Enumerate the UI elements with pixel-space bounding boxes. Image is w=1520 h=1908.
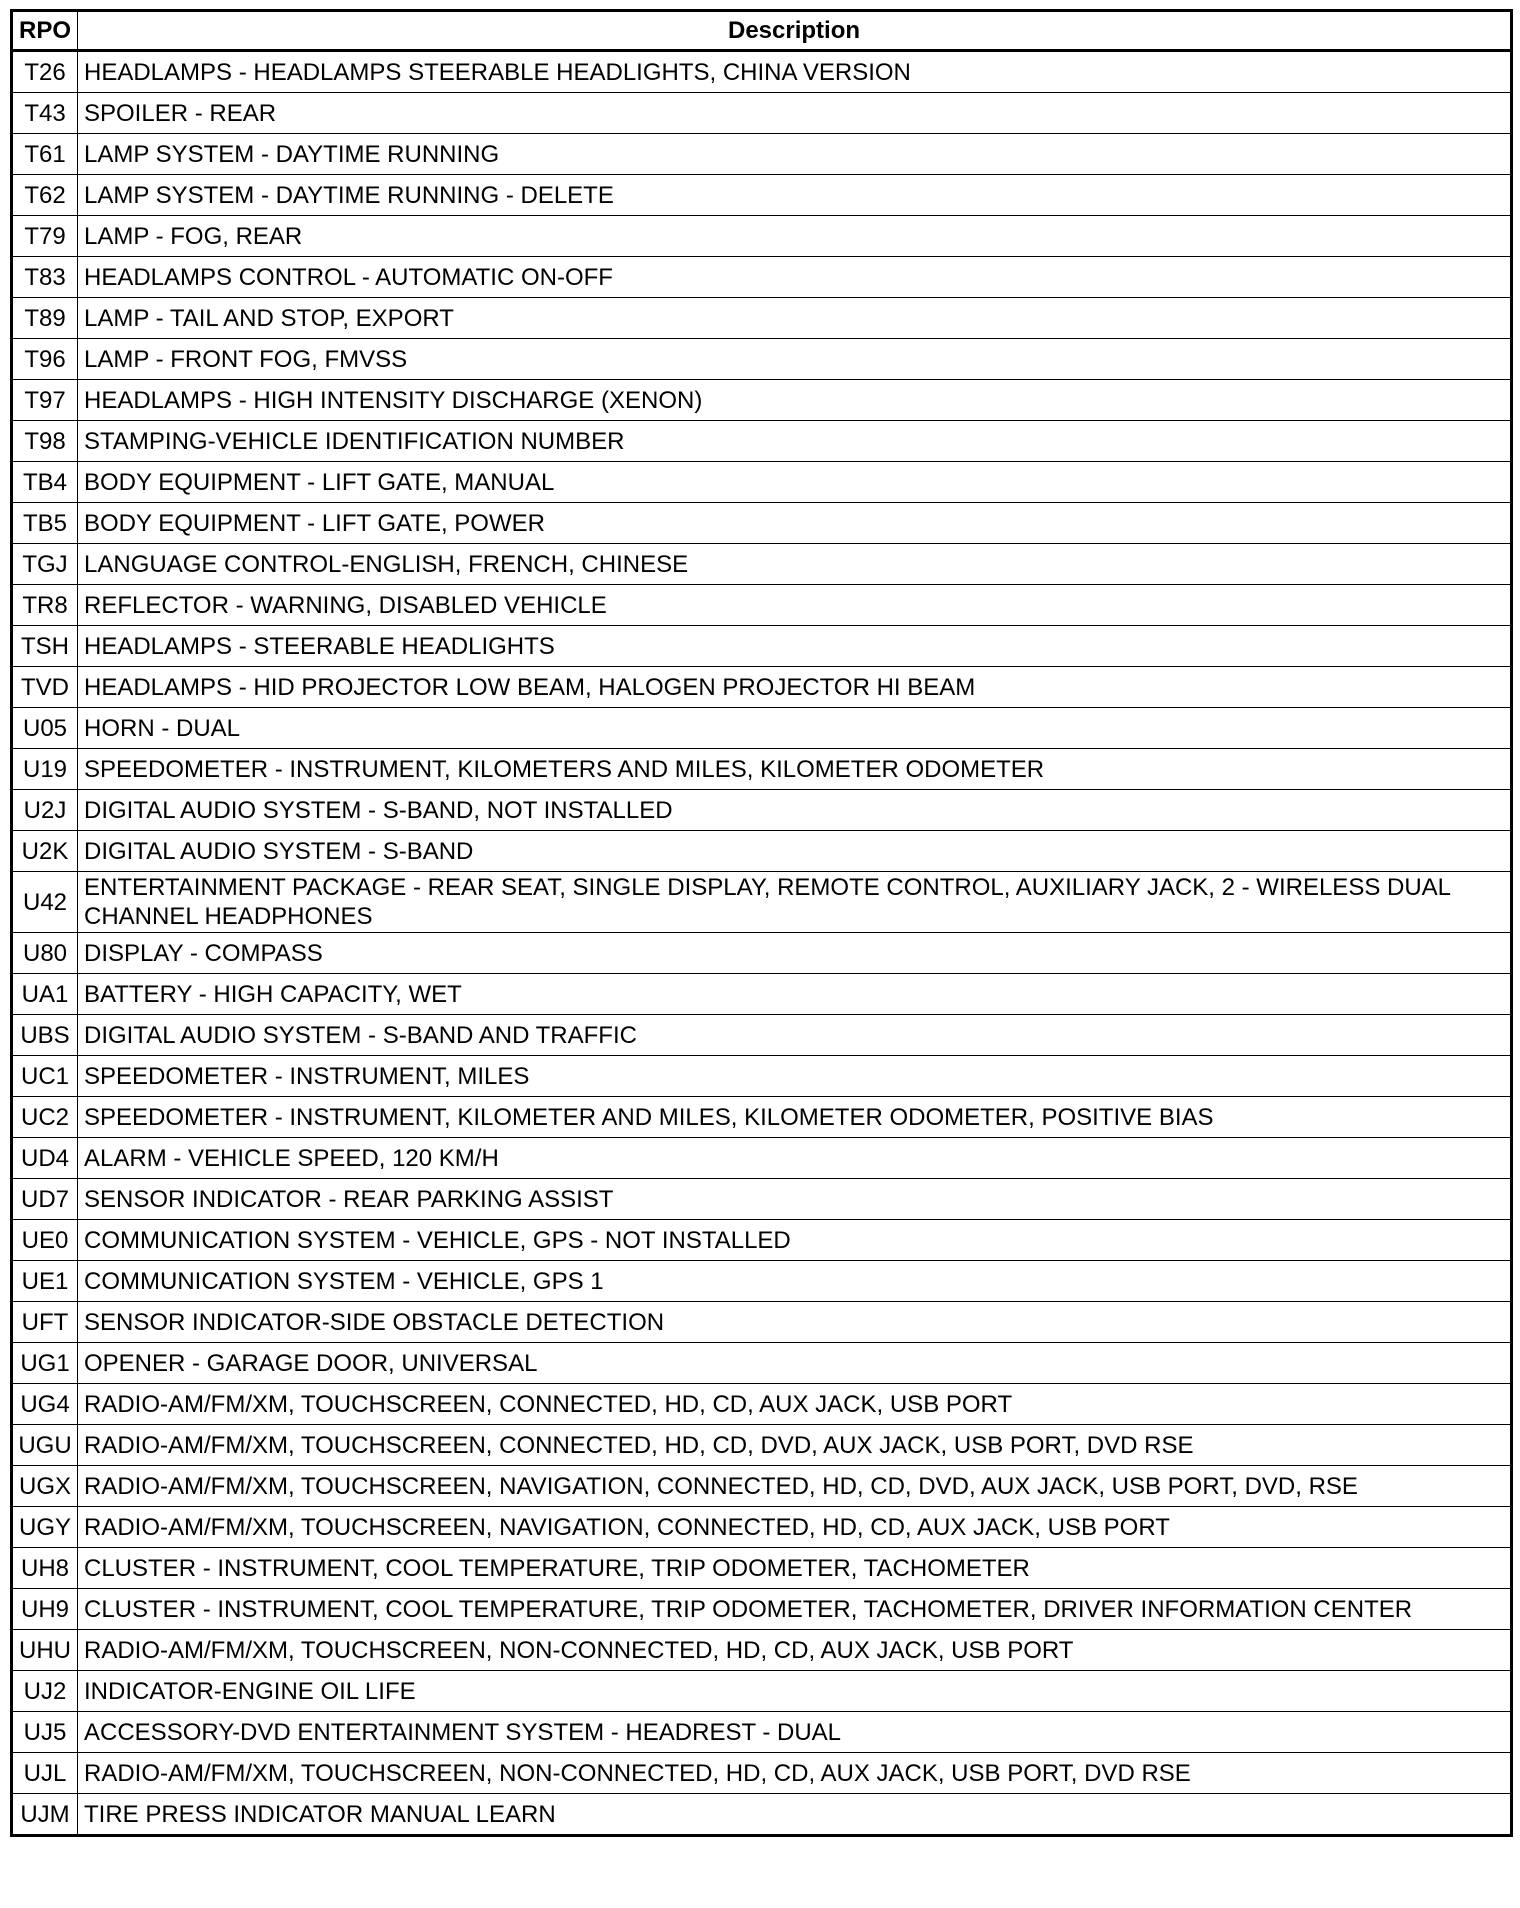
rpo-code-cell: U19 [12, 749, 78, 790]
rpo-code-cell: U05 [12, 708, 78, 749]
rpo-code-cell: T61 [12, 134, 78, 175]
table-row [12, 1548, 1512, 1589]
table-row [12, 1302, 1512, 1343]
rpo-column-header: RPO [12, 11, 78, 51]
description-cell: LAMP SYSTEM - DAYTIME RUNNING - DELETE [78, 175, 1512, 216]
description-cell: HEADLAMPS - HID PROJECTOR LOW BEAM, HALOGEN PROJECTOR HI BEAM [78, 667, 1512, 708]
rpo-code-cell: U2J [12, 790, 78, 831]
rpo-code-cell: UJL [12, 1753, 78, 1794]
rpo-code-cell: T79 [12, 216, 78, 257]
rpo-code-cell: U2K [12, 831, 78, 872]
description-cell: HEADLAMPS - HIGH INTENSITY DISCHARGE (XENON) [78, 380, 1512, 421]
description-cell: BODY EQUIPMENT - LIFT GATE, POWER [78, 503, 1512, 544]
rpo-code-cell: UGU [12, 1425, 78, 1466]
description-cell: COMMUNICATION SYSTEM - VEHICLE, GPS - NOT INSTALLED [78, 1220, 1512, 1261]
description-cell: OPENER - GARAGE DOOR, UNIVERSAL [78, 1343, 1512, 1384]
rpo-code-cell: UH8 [12, 1548, 78, 1589]
rpo-code-cell: UJM [12, 1794, 78, 1836]
table-row [12, 585, 1512, 626]
rpo-code-cell: UD7 [12, 1179, 78, 1220]
rpo-code-cell: TB4 [12, 462, 78, 503]
description-cell: SPEEDOMETER - INSTRUMENT, MILES [78, 1056, 1512, 1097]
description-cell: RADIO-AM/FM/XM, TOUCHSCREEN, NON-CONNECTED, HD, CD, AUX JACK, USB PORT, DVD RSE [78, 1753, 1512, 1794]
rpo-code-cell: UGX [12, 1466, 78, 1507]
description-cell: COMMUNICATION SYSTEM - VEHICLE, GPS 1 [78, 1261, 1512, 1302]
description-cell: SPEEDOMETER - INSTRUMENT, KILOMETER AND MILES, KILOMETER ODOMETER, POSITIVE BIAS [78, 1097, 1512, 1138]
rpo-code-cell: U80 [12, 933, 78, 974]
description-cell: REFLECTOR - WARNING, DISABLED VEHICLE [78, 585, 1512, 626]
table-row [12, 51, 1512, 93]
table-row [12, 339, 1512, 380]
description-cell: DIGITAL AUDIO SYSTEM - S-BAND, NOT INSTALLED [78, 790, 1512, 831]
rpo-code-cell: T98 [12, 421, 78, 462]
table-row [12, 708, 1512, 749]
description-cell: DISPLAY - COMPASS [78, 933, 1512, 974]
rpo-code-cell: TR8 [12, 585, 78, 626]
description-cell: SENSOR INDICATOR-SIDE OBSTACLE DETECTION [78, 1302, 1512, 1343]
rpo-code-cell: UE0 [12, 1220, 78, 1261]
rpo-code-cell: UHU [12, 1630, 78, 1671]
rpo-code-cell: T97 [12, 380, 78, 421]
table-row [12, 1179, 1512, 1220]
description-cell: LANGUAGE CONTROL-ENGLISH, FRENCH, CHINESE [78, 544, 1512, 585]
table-row [12, 257, 1512, 298]
header-row [12, 11, 1512, 51]
table-row [12, 1630, 1512, 1671]
table-row [12, 933, 1512, 974]
table-row [12, 974, 1512, 1015]
description-cell: RADIO-AM/FM/XM, TOUCHSCREEN, NAVIGATION, CONNECTED, HD, CD, AUX JACK, USB PORT [78, 1507, 1512, 1548]
description-cell: CLUSTER - INSTRUMENT, COOL TEMPERATURE, TRIP ODOMETER, TACHOMETER [78, 1548, 1512, 1589]
rpo-code-cell: UC1 [12, 1056, 78, 1097]
rpo-code-cell: U42 [12, 872, 78, 933]
table-row [12, 421, 1512, 462]
table-row [12, 1097, 1512, 1138]
description-cell: RADIO-AM/FM/XM, TOUCHSCREEN, CONNECTED, HD, CD, DVD, AUX JACK, USB PORT, DVD RSE [78, 1425, 1512, 1466]
table-row [12, 790, 1512, 831]
table-body [12, 51, 1512, 1836]
table-row [12, 626, 1512, 667]
rpo-code-cell: UG4 [12, 1384, 78, 1425]
rpo-code-cell: UJ5 [12, 1712, 78, 1753]
rpo-code-cell: T89 [12, 298, 78, 339]
table-row [12, 1589, 1512, 1630]
table-header [12, 11, 1512, 51]
description-cell: LAMP SYSTEM - DAYTIME RUNNING [78, 134, 1512, 175]
table-row [12, 831, 1512, 872]
table-row [12, 134, 1512, 175]
table-row [12, 1712, 1512, 1753]
rpo-document [10, 9, 1513, 1837]
table-row [12, 1220, 1512, 1261]
description-cell: HEADLAMPS - HEADLAMPS STEERABLE HEADLIGHTS, CHINA VERSION [78, 51, 1512, 93]
table-row [12, 1138, 1512, 1179]
description-cell: ACCESSORY-DVD ENTERTAINMENT SYSTEM - HEADREST - DUAL [78, 1712, 1512, 1753]
rpo-code-cell: UG1 [12, 1343, 78, 1384]
table-row [12, 1056, 1512, 1097]
description-cell: RADIO-AM/FM/XM, TOUCHSCREEN, NON-CONNECTED, HD, CD, AUX JACK, USB PORT [78, 1630, 1512, 1671]
table-row [12, 749, 1512, 790]
table-row [12, 298, 1512, 339]
table-row [12, 216, 1512, 257]
description-cell: INDICATOR-ENGINE OIL LIFE [78, 1671, 1512, 1712]
table-row [12, 1671, 1512, 1712]
table-row [12, 872, 1512, 933]
rpo-code-cell: TVD [12, 667, 78, 708]
description-cell: LAMP - FOG, REAR [78, 216, 1512, 257]
table-row [12, 380, 1512, 421]
description-cell: LAMP - TAIL AND STOP, EXPORT [78, 298, 1512, 339]
description-cell: HEADLAMPS - STEERABLE HEADLIGHTS [78, 626, 1512, 667]
table-row [12, 667, 1512, 708]
table-row [12, 1753, 1512, 1794]
rpo-code-cell: UJ2 [12, 1671, 78, 1712]
rpo-code-cell: TGJ [12, 544, 78, 585]
rpo-code-cell: UD4 [12, 1138, 78, 1179]
description-cell: CLUSTER - INSTRUMENT, COOL TEMPERATURE, TRIP ODOMETER, TACHOMETER, DRIVER INFORMATION CENTER [78, 1589, 1512, 1630]
rpo-code-cell: T83 [12, 257, 78, 298]
rpo-code-cell: T62 [12, 175, 78, 216]
description-cell: BODY EQUIPMENT - LIFT GATE, MANUAL [78, 462, 1512, 503]
description-cell: LAMP - FRONT FOG, FMVSS [78, 339, 1512, 380]
rpo-code-cell: T26 [12, 51, 78, 93]
description-cell: SENSOR INDICATOR - REAR PARKING ASSIST [78, 1179, 1512, 1220]
description-cell: BATTERY - HIGH CAPACITY, WET [78, 974, 1512, 1015]
table-row [12, 1015, 1512, 1056]
rpo-table [10, 9, 1513, 1837]
table-row [12, 175, 1512, 216]
rpo-code-cell: UH9 [12, 1589, 78, 1630]
rpo-code-cell: TB5 [12, 503, 78, 544]
rpo-code-cell: UE1 [12, 1261, 78, 1302]
description-cell: SPEEDOMETER - INSTRUMENT, KILOMETERS AND MILES, KILOMETER ODOMETER [78, 749, 1512, 790]
description-cell: ALARM - VEHICLE SPEED, 120 KM/H [78, 1138, 1512, 1179]
rpo-code-cell: T96 [12, 339, 78, 380]
description-cell: ENTERTAINMENT PACKAGE - REAR SEAT, SINGLE DISPLAY, REMOTE CONTROL, AUXILIARY JACK, 2 - WIRELESS DUAL CHANNEL HEADPHONES [78, 872, 1512, 933]
rpo-code-cell: TSH [12, 626, 78, 667]
table-row [12, 1507, 1512, 1548]
table-row [12, 1261, 1512, 1302]
rpo-code-cell: UGY [12, 1507, 78, 1548]
description-cell: HORN - DUAL [78, 708, 1512, 749]
rpo-code-cell: UBS [12, 1015, 78, 1056]
description-column-header: Description [78, 11, 1512, 51]
description-cell: TIRE PRESS INDICATOR MANUAL LEARN [78, 1794, 1512, 1836]
description-cell: DIGITAL AUDIO SYSTEM - S-BAND AND TRAFFIC [78, 1015, 1512, 1056]
table-row [12, 1425, 1512, 1466]
description-cell: DIGITAL AUDIO SYSTEM - S-BAND [78, 831, 1512, 872]
description-cell: HEADLAMPS CONTROL - AUTOMATIC ON-OFF [78, 257, 1512, 298]
table-row [12, 503, 1512, 544]
table-row [12, 93, 1512, 134]
table-row [12, 1343, 1512, 1384]
description-cell: STAMPING-VEHICLE IDENTIFICATION NUMBER [78, 421, 1512, 462]
rpo-code-cell: UA1 [12, 974, 78, 1015]
table-row [12, 1466, 1512, 1507]
description-cell: SPOILER - REAR [78, 93, 1512, 134]
rpo-code-cell: T43 [12, 93, 78, 134]
rpo-code-cell: UC2 [12, 1097, 78, 1138]
description-cell: RADIO-AM/FM/XM, TOUCHSCREEN, CONNECTED, HD, CD, AUX JACK, USB PORT [78, 1384, 1512, 1425]
description-cell: RADIO-AM/FM/XM, TOUCHSCREEN, NAVIGATION, CONNECTED, HD, CD, DVD, AUX JACK, USB PORT, DVD, RSE [78, 1466, 1512, 1507]
table-row [12, 1794, 1512, 1836]
table-row [12, 462, 1512, 503]
table-row [12, 1384, 1512, 1425]
rpo-code-cell: UFT [12, 1302, 78, 1343]
table-row [12, 544, 1512, 585]
